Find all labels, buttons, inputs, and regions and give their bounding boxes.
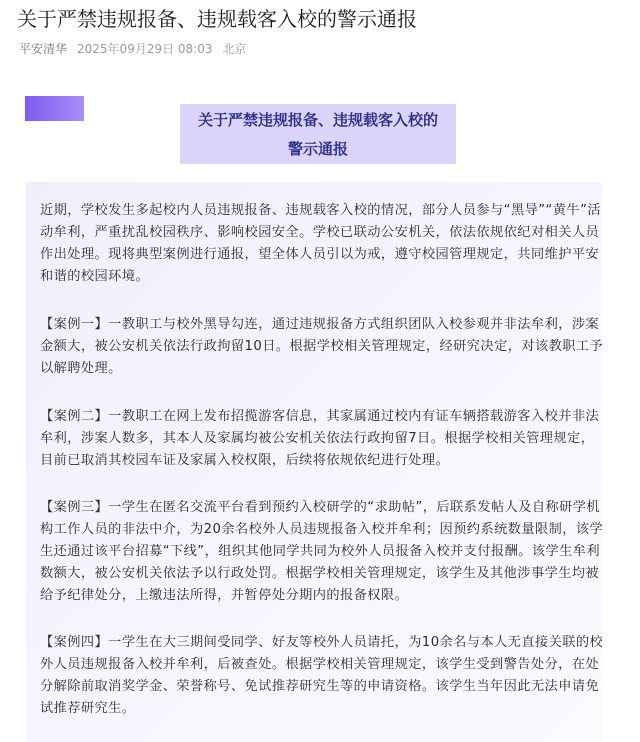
article-meta	[19, 41, 247, 57]
paragraph-case-2: 【案例二】一教职工在网上发布招揽游客信息，其家属通过校内有证车辆搭载游客入校并非法牟利，涉案人数多，其本人及家属均被公安机关依法行政拘留7日。根据学校相关管理规定，目前已取消其校园车证及家属入校权限，后续将依规依纪进行处理。	[40, 409, 600, 468]
paragraph-case-4: 【案例四】一学生在大三期间受同学、好友等校外人员请托，为10余名与本人无直接关联的校外人员违规报备入校并牟利，后被查处。根据学校相关管理规定，该学生受到警告处分，在处分解除前取消奖学金、荣誉称号、免试推荐研究生等的申请资格。该学生当年因此无法申请免试推荐研究生。	[40, 635, 604, 716]
decorative-accent-bar	[25, 96, 84, 121]
paragraph-intro: 近期，学校发生多起校内人员违规报备、违规载客入校的情况，部分人员参与“黑导”“黄牛”活动牟利，严重扰乱校园秩序、影响校园安全。学校已联动公安机关，依法依规依纪对相关人员作出处理。现将典型案例进行通报，望全体人员引以为戒，遵守校园管理规定，共同维护平安和谐的校园环境。	[40, 203, 601, 284]
notice-title-line-2: 警示通报	[287, 140, 348, 158]
notice-title-box	[180, 104, 456, 164]
article-source[interactable]: 平安清华	[19, 42, 68, 56]
paragraph-case-1: 【案例一】一教职工与校外黑导勾连，通过违规报备方式组织团队入校参观并非法牟利，涉案金额大，被公安机关依法行政拘留10日。根据学校相关管理规定，经研究决定，对该教职工予以解聘处理。	[40, 317, 604, 376]
article-title: 关于严禁违规报备、违规载客入校的警示通报	[17, 7, 417, 31]
article-date: 2025年09月29日 08:03	[77, 42, 213, 56]
paragraph-case-3: 【案例三】一学生在匿名交流平台看到预约入校研学的“求助帖”，后联系发帖人及自称研学机构工作人员的非法中介，为20余名校外人员违规报备入校并牟利；因预约系统数量限制，该学生还通过该平台招募“下线”，组织其他同学共同为校外人员报备入校并支付报酬。该学生牟利数额大，被公安机关依法予以行政处罚。根据学校相关管理规定，该学生及其他涉事学生均被给予纪律处分，上缴违法所得，并暂停处分期内的报备权限。	[40, 500, 604, 603]
notice-title-line-1: 关于严禁违规报备、违规载客入校的	[197, 111, 438, 129]
article-location: 北京	[222, 42, 247, 56]
